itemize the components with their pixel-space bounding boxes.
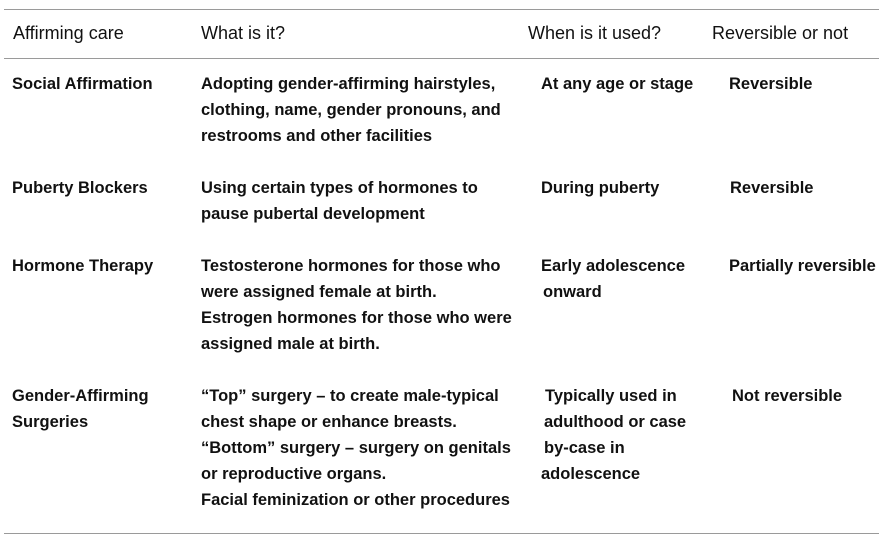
what-line: restrooms and other facilities xyxy=(201,127,433,145)
row-social-affirmation-reversible xyxy=(729,71,812,97)
when-line: Typically used in xyxy=(545,387,677,405)
row-puberty-blockers-what xyxy=(201,175,478,227)
row-social-affirmation-when xyxy=(541,71,693,97)
what-line: pause pubertal development xyxy=(201,205,425,223)
what-line: Using certain types of hormones to xyxy=(201,179,478,197)
when-line: During puberty xyxy=(541,179,660,197)
when-line: At any age or stage xyxy=(541,75,694,93)
header-rule xyxy=(4,58,879,59)
what-line: Testosterone hormones for those who xyxy=(201,257,501,275)
reversible-line: Reversible xyxy=(730,179,814,197)
header-when-used: When is it used? xyxy=(528,23,662,43)
what-line: chest shape or enhance breasts. xyxy=(201,413,457,431)
row-puberty-blockers-when xyxy=(541,175,659,201)
header-reversible: Reversible or not xyxy=(712,23,849,43)
row-hormone-therapy-what xyxy=(201,253,512,357)
when-line: adolescence xyxy=(541,465,641,483)
what-line: Estrogen hormones for those who were xyxy=(201,309,512,327)
care-line: Gender-Affirming xyxy=(12,387,149,405)
what-line: or reproductive organs. xyxy=(201,465,387,483)
what-line: “Top” surgery – to create male-typical xyxy=(201,387,499,405)
row-puberty-blockers-care xyxy=(12,175,148,201)
table-top-rule xyxy=(4,9,879,10)
when-line: Early adolescence xyxy=(541,257,686,275)
what-line: Facial feminization or other procedures xyxy=(201,491,510,509)
row-surgeries-care xyxy=(12,383,149,435)
when-line: onward xyxy=(543,283,602,301)
what-line: Adopting gender-affirming hairstyles, xyxy=(201,75,496,93)
when-line: by-case in xyxy=(544,439,625,457)
header-affirming-care: Affirming care xyxy=(13,23,124,43)
row-hormone-therapy-when xyxy=(541,253,685,305)
row-surgeries-what xyxy=(201,383,511,513)
care-line: Surgeries xyxy=(12,413,89,431)
row-social-affirmation-what xyxy=(201,71,501,149)
care-line: Hormone Therapy xyxy=(12,257,154,275)
row-hormone-therapy-reversible xyxy=(729,253,876,279)
row-social-affirmation-care xyxy=(12,71,153,97)
row-surgeries-when xyxy=(541,383,686,487)
care-line: Social Affirmation xyxy=(12,75,153,93)
what-line: assigned male at birth. xyxy=(201,335,380,353)
table-bottom-rule xyxy=(4,533,879,534)
row-hormone-therapy-care xyxy=(12,253,153,279)
what-line: “Bottom” surgery – surgery on genitals xyxy=(201,439,511,457)
what-line: were assigned female at birth. xyxy=(201,283,437,301)
reversible-line: Partially reversible xyxy=(729,257,876,275)
when-line: adulthood or case xyxy=(544,413,687,431)
reversible-line: Not reversible xyxy=(732,387,843,405)
row-puberty-blockers-reversible xyxy=(730,175,813,201)
header-what-is-it: What is it? xyxy=(201,23,286,43)
row-surgeries-reversible xyxy=(732,383,842,409)
reversible-line: Reversible xyxy=(729,75,813,93)
what-line: clothing, name, gender pronouns, and xyxy=(201,101,501,119)
care-line: Puberty Blockers xyxy=(12,179,148,197)
